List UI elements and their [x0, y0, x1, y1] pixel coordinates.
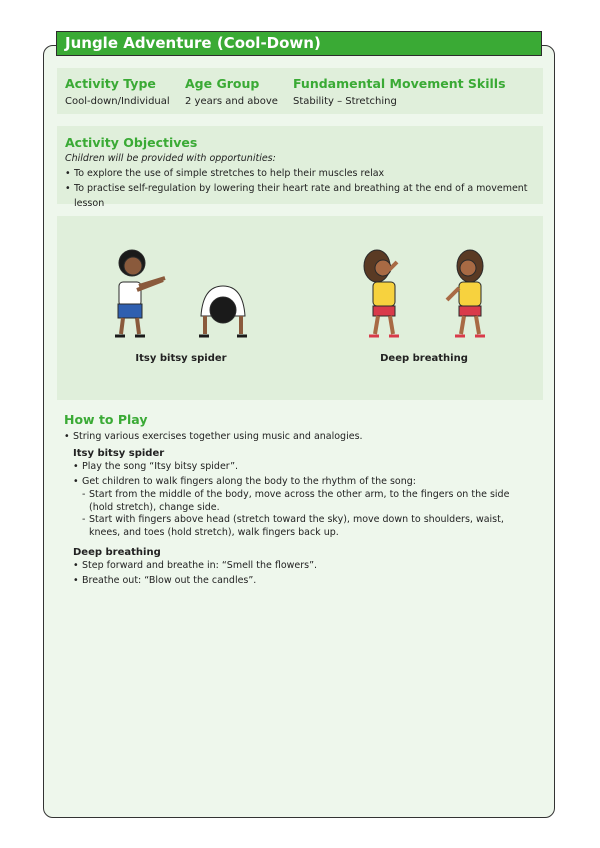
itsy-bitsy-section — [64, 448, 534, 539]
list-item: - Start from the middle of the body, move across the other arm, to the fingers on the side (hold stretch), change side. — [82, 489, 532, 514]
activity-type-value: Cool-down/Individual — [65, 96, 170, 107]
page-title: Jungle Adventure (Cool-Down) — [56, 31, 542, 56]
list-item: • To practise self-regulation by lowering their heart rate and breathing at the end of a movement lesson — [65, 181, 535, 211]
skills-block — [293, 76, 506, 109]
boy-stretching-illustration — [115, 250, 165, 336]
itsy-bitsy-steps — [73, 459, 534, 489]
itsy-bitsy-heading: Itsy bitsy spider — [73, 448, 165, 459]
list-item: • Play the song “Itsy bitsy spider”. — [73, 459, 534, 474]
list-item: • To explore the use of simple stretches to help their muscles relax — [65, 166, 535, 181]
info-panel — [57, 68, 543, 114]
girl-breathing-in-illustration — [364, 250, 399, 336]
objectives-heading: Activity Objectives — [65, 135, 198, 150]
illustration-scene — [57, 216, 543, 400]
age-group-label: Age Group — [185, 76, 260, 91]
activity-type-label: Activity Type — [65, 76, 156, 91]
skills-value: Stability – Stretching — [293, 96, 397, 107]
how-to-play-heading: How to Play — [64, 412, 148, 427]
list-item: • String various exercises together using music and analogies. — [64, 429, 534, 444]
list-item: - Start with fingers above head (stretch toward the sky), move down to shoulders, waist, knees, and toes (hold stretch), walk fingers back up. — [82, 514, 532, 539]
age-group-value: 2 years and above — [185, 96, 278, 107]
illustration-panel — [57, 216, 543, 400]
deep-breathing-caption: Deep breathing — [380, 353, 468, 364]
objectives-panel — [57, 126, 543, 209]
activity-type-block — [65, 76, 170, 109]
girl-breathing-out-illustration — [447, 250, 485, 336]
list-item: • Get children to walk fingers along the body to the rhythm of the song: — [73, 474, 534, 489]
deep-breathing-steps — [73, 558, 534, 588]
age-group-block — [185, 76, 278, 109]
deep-breathing-heading: Deep breathing — [73, 547, 161, 558]
how-to-play-section — [64, 412, 534, 588]
objectives-intro: Children will be provided with opportunities: — [65, 153, 276, 164]
list-item: • Step forward and breathe in: “Smell the flowers”. — [73, 558, 534, 573]
itsy-bitsy-caption: Itsy bitsy spider — [135, 353, 227, 364]
how-to-play-intro-list — [64, 429, 534, 444]
skills-label: Fundamental Movement Skills — [293, 76, 506, 91]
objectives-list — [65, 166, 535, 211]
boy-bending-illustration — [199, 286, 247, 336]
deep-breathing-section — [64, 547, 534, 588]
itsy-bitsy-substeps — [73, 489, 532, 539]
list-item: • Breathe out: “Blow out the candles”. — [73, 573, 534, 588]
